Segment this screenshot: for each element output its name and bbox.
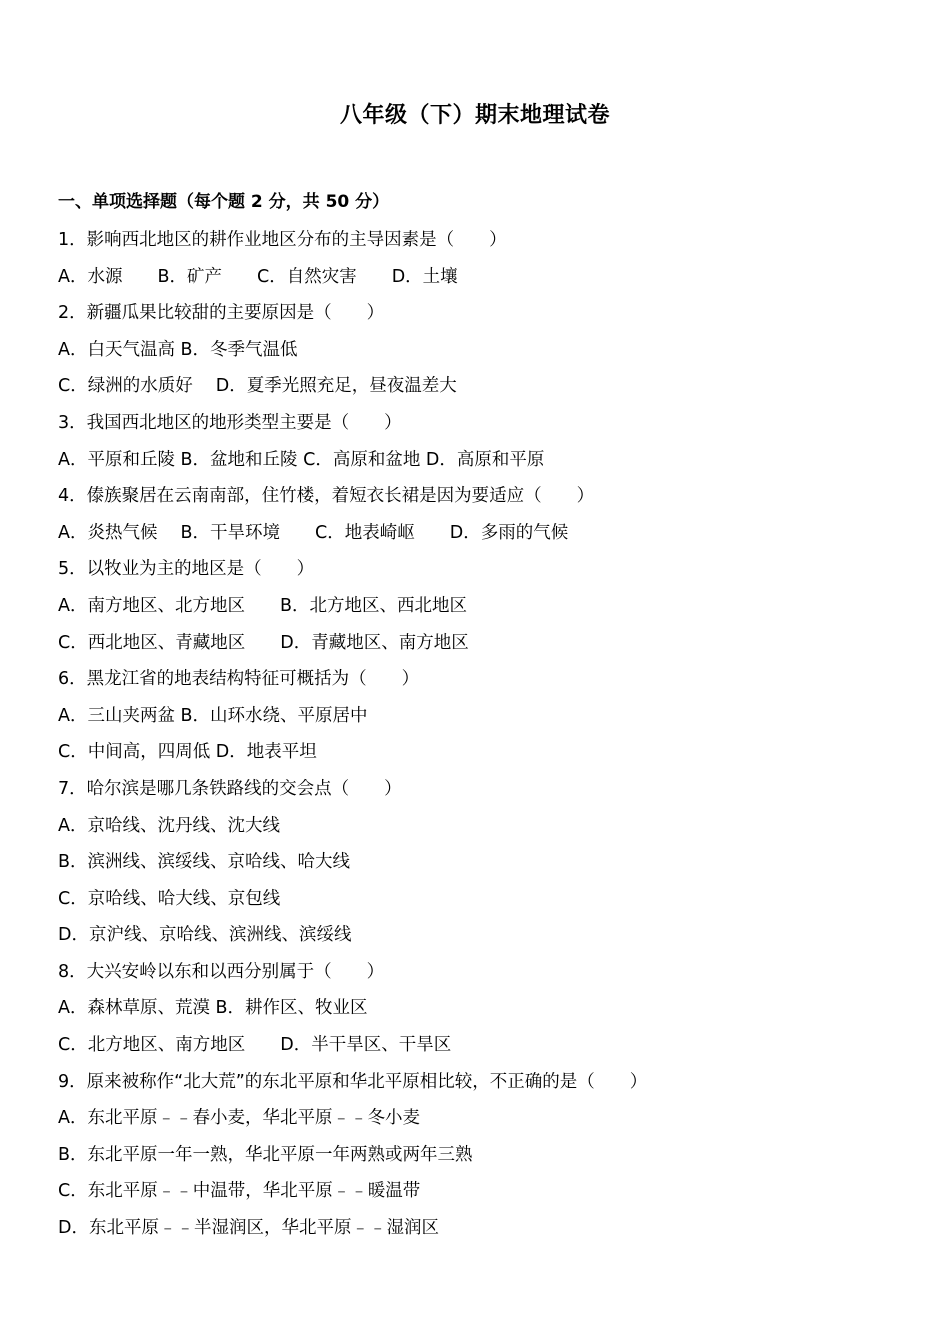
question-1-stem: 1．影响西北地区的耕作业地区分布的主导因素是（ ） <box>58 230 507 250</box>
question-4-options: A．炎热气候 B．干旱环境 C．地表崎岖 D．多雨的气候 <box>58 522 569 543</box>
page-title: 八年级（下）期末地理试卷 <box>339 103 610 128</box>
question-5-stem: 5．以牧业为主的地区是（ ） <box>58 559 315 580</box>
question-3-stem: 3．我国西北地区的地形类型主要是（ ） <box>58 412 402 433</box>
question-1-options: A．水源 B．矿产 C．自然灾害 D．土壤 <box>58 266 458 287</box>
question-2-stem: 2．新疆瓜果比较甜的主要原因是（ ） <box>58 303 385 324</box>
question-2-options-cd: C．绿洲的水质好 D．夏季光照充足，昼夜温差大 <box>58 376 457 397</box>
question-7-stem: 7．哈尔滨是哪几条铁路线的交会点（ ） <box>58 778 402 799</box>
question-9-option-d: D．东北平原﹣﹣半湿润区，华北平原﹣﹣湿润区 <box>58 1218 439 1239</box>
question-7-option-b: B．滨洲线、滨绥线、京哈线、哈大线 <box>58 852 351 873</box>
question-4-stem: 4．傣族聚居在云南南部，住竹楼，着短衣长裙是因为要适应（ ） <box>58 486 595 507</box>
question-8-options-ab: A．森林草原、荒漠 B．耕作区、牧业区 <box>58 998 368 1019</box>
question-5-options-cd: C．西北地区、青藏地区 D．青藏地区、南方地区 <box>58 632 469 653</box>
question-7-option-a: A．京哈线、沈丹线、沈大线 <box>58 815 280 836</box>
question-6-stem: 6．黑龙江省的地表结构特征可概括为（ ） <box>58 669 420 690</box>
question-8-stem: 8．大兴安岭以东和以西分别属于（ ） <box>58 961 385 982</box>
question-9-stem: 9．原来被称作“北大荒”的东北平原和华北平原相比较，不正确的是（ ） <box>58 1071 648 1092</box>
question-3-options: A．平原和丘陵 B．盆地和丘陵 C．高原和盆地 D．高原和平原 <box>58 449 545 470</box>
question-list <box>58 222 647 1247</box>
question-9-option-c: C．东北平原﹣﹣中温带，华北平原﹣﹣暖温带 <box>58 1181 421 1202</box>
question-6-options-cd: C．中间高，四周低 D．地表平坦 <box>58 742 317 763</box>
question-5-options-ab: A．南方地区、北方地区 B．北方地区、西北地区 <box>58 595 467 616</box>
question-7-option-d: D．京沪线、京哈线、滨洲线、滨绥线 <box>58 925 352 946</box>
section-heading: 一、单项选择题（每个题 2 分，共 50 分） <box>58 192 390 212</box>
question-7-option-c: C．京哈线、哈大线、京包线 <box>58 888 281 909</box>
question-8-options-cd: C．北方地区、南方地区 D．半干旱区、干旱区 <box>58 1035 452 1056</box>
question-9-option-a: A．东北平原﹣﹣春小麦，华北平原﹣﹣冬小麦 <box>58 1108 420 1129</box>
question-6-options-ab: A．三山夹两盆 B．山环水绕、平原居中 <box>58 705 368 726</box>
question-9-option-b: B．东北平原一年一熟，华北平原一年两熟或两年三熟 <box>58 1144 473 1165</box>
question-2-options-ab: A．白天气温高 B．冬季气温低 <box>58 339 298 360</box>
